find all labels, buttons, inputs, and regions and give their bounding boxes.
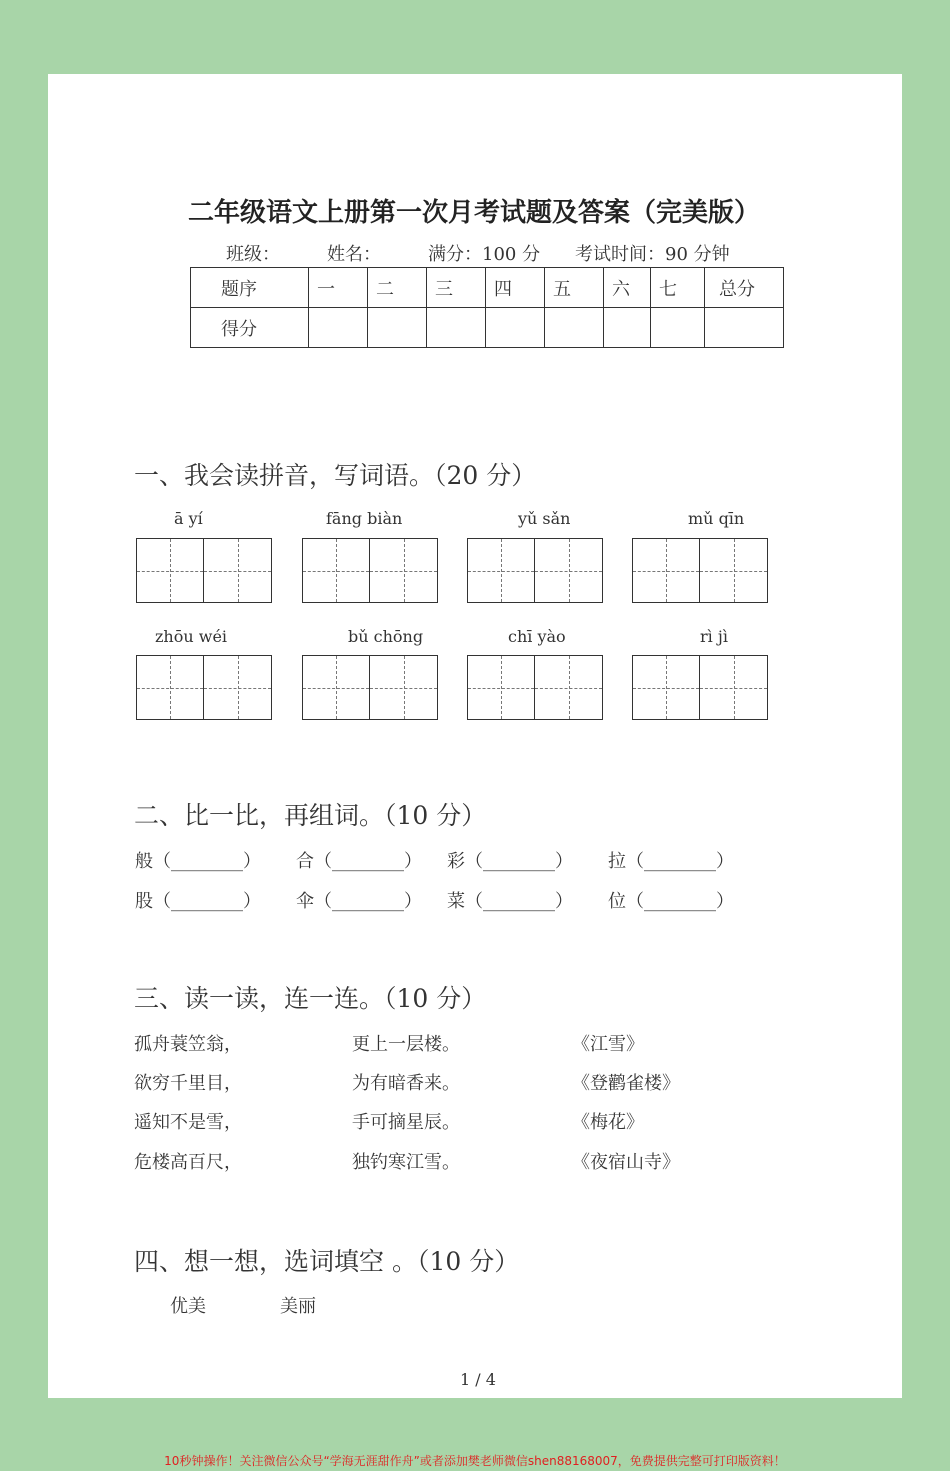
poem-line-first[interactable]: 欲穷千里目， [134,1073,242,1094]
writing-grid[interactable] [302,655,438,720]
score-cell[interactable] [651,308,705,348]
score-table-header-cell: 六 [604,268,651,308]
poem-line-second[interactable]: 手可摘星辰。 [352,1112,460,1133]
score-table-header-cell: 二 [368,268,427,308]
pinyin-label: mǔ qīn [688,509,745,528]
page-title: 二年级语文上册第一次月考试题及答案（完美版） [188,198,761,228]
score-cell[interactable] [604,308,651,348]
score-table [190,267,784,348]
score-cell[interactable] [705,308,784,348]
poem-title[interactable]: 《梅花》 [572,1112,644,1133]
section-2-title: 二、比一比，再组词。（10 分） [134,801,487,830]
pinyin-label: rì jì [700,627,728,646]
score-cell[interactable] [486,308,545,348]
word-item[interactable]: 拉（________） [608,851,734,872]
score-cell[interactable] [427,308,486,348]
footer-promo: 10秒钟操作！关注微信公众号“学海无涯甜作舟”或者添加樊老师微信shen88168007，免费提供完整可打印版资料！ [164,1454,786,1468]
writing-grid[interactable] [467,538,603,603]
score-table-header-cell: 一 [309,268,368,308]
word-item[interactable]: 合（________） [296,851,422,872]
writing-grid[interactable] [632,538,768,603]
writing-grid[interactable] [302,538,438,603]
pinyin-label: chī yào [508,627,566,646]
poem-line-first[interactable]: 遥知不是雪， [134,1112,242,1133]
word-item[interactable]: 菜（________） [447,891,573,912]
writing-grid[interactable] [467,655,603,720]
section-1-title: 一、我会读拼音，写词语。（20 分） [134,461,537,490]
word-item[interactable]: 位（________） [608,891,734,912]
pinyin-label: fāng biàn [326,509,403,528]
score-row-label: 得分 [191,308,309,348]
poem-title[interactable]: 《登鹳雀楼》 [572,1073,680,1094]
score-table-score-row [191,308,784,348]
word-item[interactable]: 般（________） [135,851,261,872]
score-cell[interactable] [368,308,427,348]
pinyin-label: bǔ chōng [348,627,424,646]
writing-grid[interactable] [632,655,768,720]
poem-title[interactable]: 《江雪》 [572,1034,644,1055]
name-label: 姓名： [327,244,381,265]
writing-grid[interactable] [136,538,272,603]
section-3-title: 三、读一读，连一连。（10 分） [134,984,487,1013]
pinyin-label: yǔ sǎn [518,509,571,528]
poem-line-second[interactable]: 独钓寒江雪。 [352,1152,460,1173]
score-cell[interactable] [545,308,604,348]
word-choice: 优美 [170,1296,206,1317]
pinyin-label: ā yí [174,509,203,528]
score-cell[interactable] [309,308,368,348]
exam-time: 考试时间：90 分钟 [575,244,730,265]
poem-line-second[interactable]: 为有暗香来。 [352,1073,460,1094]
score-table-header-row [191,268,784,308]
score-table-header-cell: 总分 [705,268,784,308]
word-item[interactable]: 股（________） [135,891,261,912]
score-table-header-cell: 题序 [191,268,309,308]
class-label: 班级： [226,244,280,265]
page-number: 1 / 4 [460,1370,496,1389]
score-table-header-cell: 三 [427,268,486,308]
pinyin-label: zhōu wéi [155,627,228,646]
exam-paper [48,74,902,1398]
score-table-header-cell: 五 [545,268,604,308]
writing-grid[interactable] [136,655,272,720]
full-score: 满分：100 分 [428,244,541,265]
poem-line-first[interactable]: 危楼高百尺， [134,1152,242,1173]
section-4-title: 四、想一想，选词填空 。（10 分） [134,1247,520,1276]
score-table-header-cell: 四 [486,268,545,308]
word-item[interactable]: 伞（________） [296,891,422,912]
poem-title[interactable]: 《夜宿山寺》 [572,1152,680,1173]
score-table-header-cell: 七 [651,268,705,308]
word-item[interactable]: 彩（________） [447,851,573,872]
poem-line-second[interactable]: 更上一层楼。 [352,1034,460,1055]
word-choice: 美丽 [280,1296,316,1317]
poem-line-first[interactable]: 孤舟蓑笠翁， [134,1034,242,1055]
